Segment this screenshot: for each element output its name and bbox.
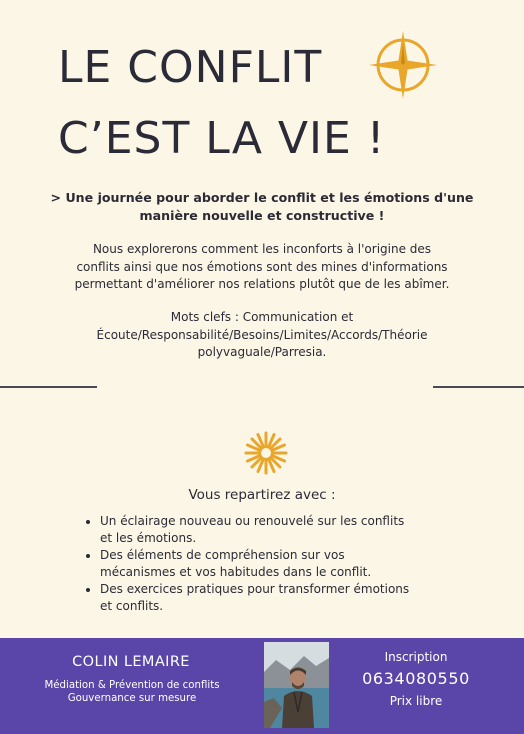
keywords-paragraph (32, 309, 492, 362)
price-label: Prix libre (389, 694, 443, 708)
title-line-2: C’EST LA VIE ! (58, 113, 386, 164)
sun-burst-icon (243, 430, 289, 476)
divider-left (0, 386, 97, 388)
keywords-line-1: Mots clefs : Communication et (170, 310, 354, 324)
event-subtitle (30, 189, 494, 225)
divider-right (433, 386, 524, 388)
subtitle-line-2: manière nouvelle et constructive ! (139, 208, 385, 223)
intro-paragraph (32, 241, 492, 294)
phone-number[interactable]: 0634080550 (362, 669, 470, 688)
intro-line-3: permettant d'améliorer nos relations plutôt que de les abîmer. (74, 277, 450, 291)
inscription-label: Inscription (384, 650, 448, 664)
outcomes-list (86, 513, 410, 615)
organizer-role-line-2: Gouvernance sur mesure (67, 693, 197, 704)
list-item: • Des exercices pratiques pour transformer émotions et conflits. (100, 581, 410, 615)
keywords-line-2: Écoute/Responsabilité/Besoins/Limites/Accords/Théorie (96, 327, 428, 342)
subtitle-line-1: > Une journée pour aborder le conflit et les émotions d'une (50, 190, 474, 205)
compass-star-icon (368, 30, 438, 100)
intro-line-2: conflits ainsi que nos émotions sont des mines d'informations (76, 259, 448, 274)
intro-line-1: Nous explorerons comment les inconforts à l'origine des (92, 242, 432, 256)
keywords-line-3: polyvaguale/Parresia. (197, 345, 327, 359)
organizer-name: COLIN LEMAIRE (72, 654, 190, 670)
organizer-role-line-1: Médiation & Prévention de conflits (44, 680, 220, 691)
list-item: • Un éclairage nouveau ou renouvelé sur les conflits et les émotions. (100, 513, 410, 547)
title-line-1: LE CONFLIT (58, 42, 323, 93)
outcomes-heading: Vous repartirez avec : (188, 487, 336, 503)
footer-band (0, 638, 524, 734)
list-item: • Des éléments de compréhension sur vos mécanismes et vos habitudes dans le conflit. (100, 547, 410, 581)
organizer-photo (264, 642, 329, 728)
